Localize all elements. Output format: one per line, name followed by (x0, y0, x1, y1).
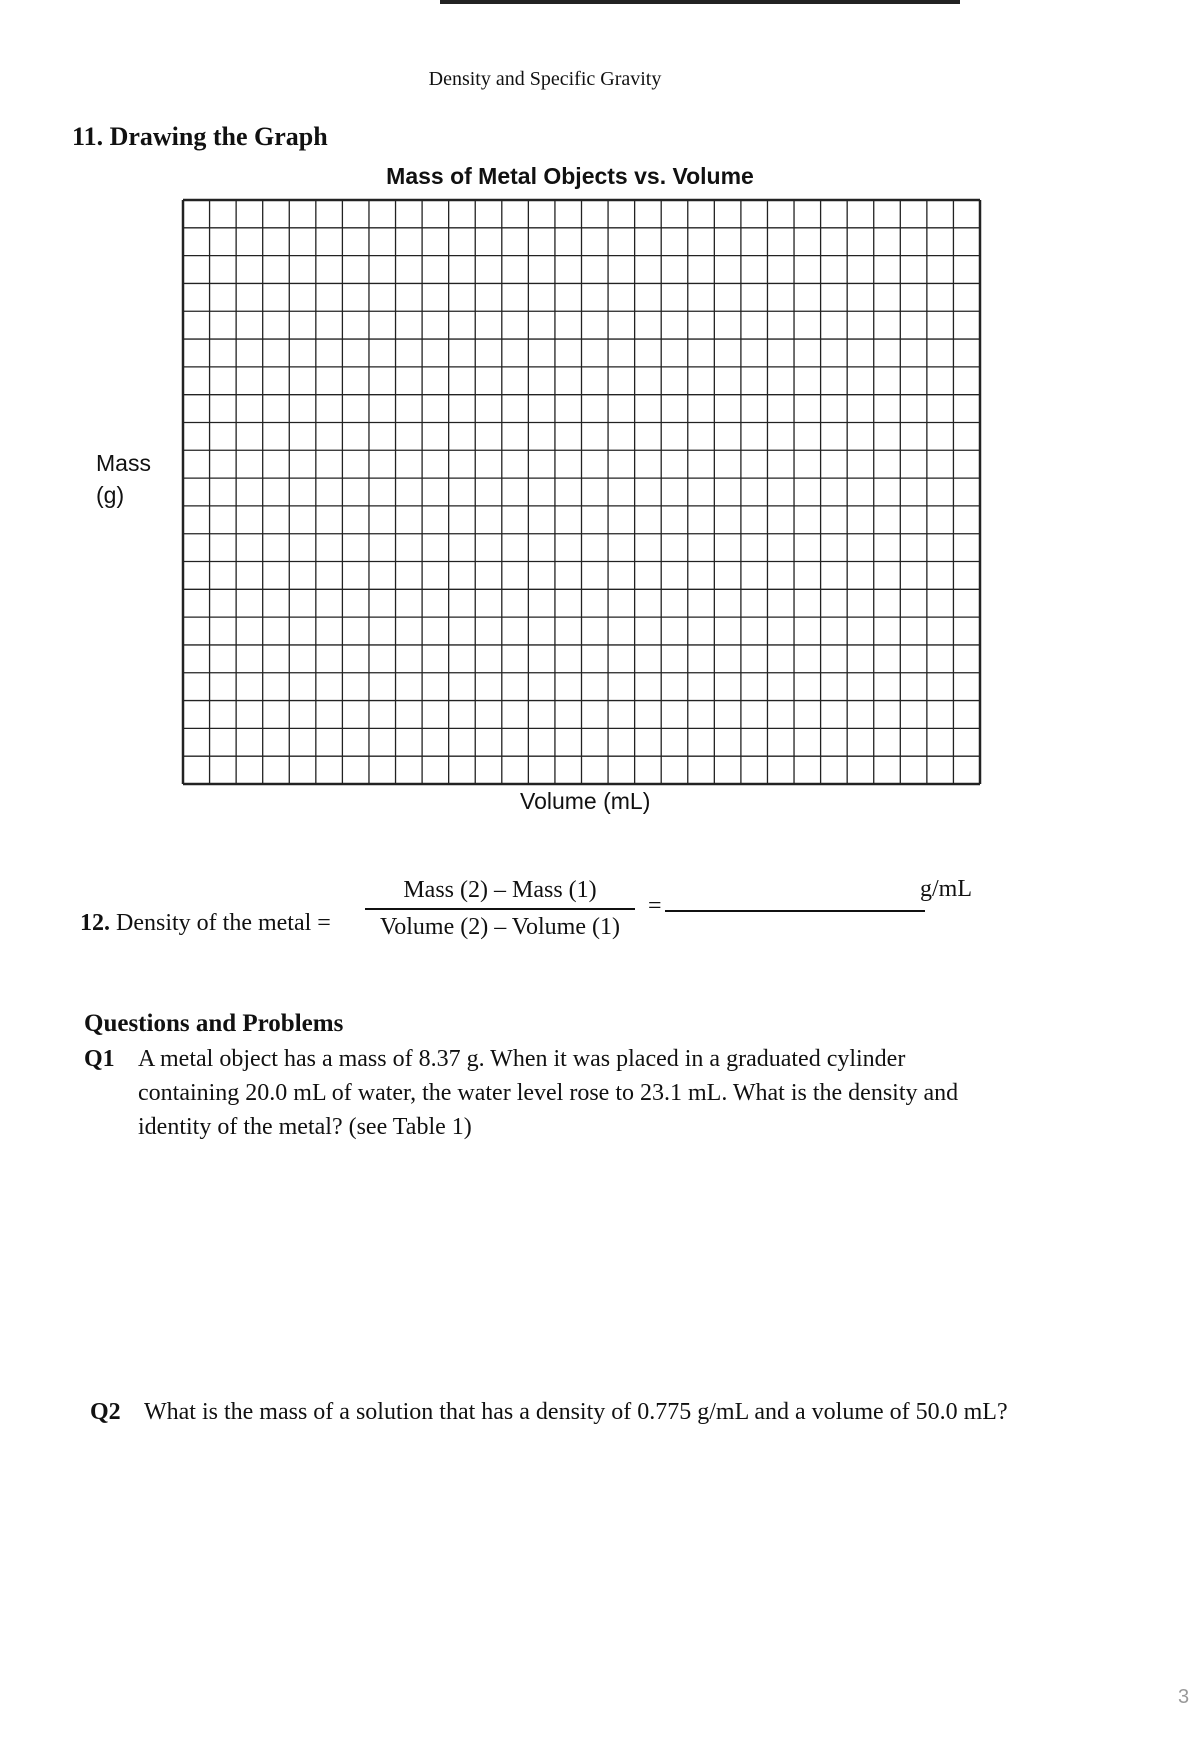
questions-title: Questions and Problems (84, 1010, 344, 1037)
y-axis-label-line2: (g) (96, 482, 125, 508)
density-label-text: Density of the metal = (116, 910, 331, 936)
section-11-title: 11. Drawing the Graph (72, 122, 328, 151)
density-label (80, 910, 331, 937)
q1-number: Q1 (84, 1046, 115, 1072)
x-axis-label: Volume (mL) (520, 788, 651, 814)
q2-text: What is the mass of a solution that has a density of 0.775 g/mL and a volume of 50.0 mL? (144, 1399, 1008, 1425)
page-header: Density and Specific Gravity (428, 68, 662, 90)
density-unit: g/mL (920, 876, 972, 902)
q2-number: Q2 (90, 1399, 121, 1425)
page-number: 3 (1178, 1686, 1190, 1708)
density-label-number: 12. (80, 910, 110, 936)
fraction-numerator: Mass (2) – Mass (1) (365, 877, 635, 910)
density-answer-blank[interactable] (665, 910, 925, 912)
equals-sign: = (648, 893, 662, 919)
q1-text: A metal object has a mass of 8.37 g. When it was placed in a graduated cylinder containing 20.0 mL of water, the water level rose to 23.1 mL. What is the density and identity of the metal? (see Table 1) (138, 1046, 959, 1140)
question-q2 (90, 1395, 1020, 1475)
question-q1 (84, 1042, 1014, 1152)
y-axis-label-line1: Mass (96, 450, 151, 476)
density-fraction (365, 877, 635, 941)
y-axis-label (96, 447, 151, 511)
fraction-denominator: Volume (2) – Volume (1) (380, 914, 620, 940)
graph-title: Mass of Metal Objects vs. Volume (386, 163, 754, 189)
